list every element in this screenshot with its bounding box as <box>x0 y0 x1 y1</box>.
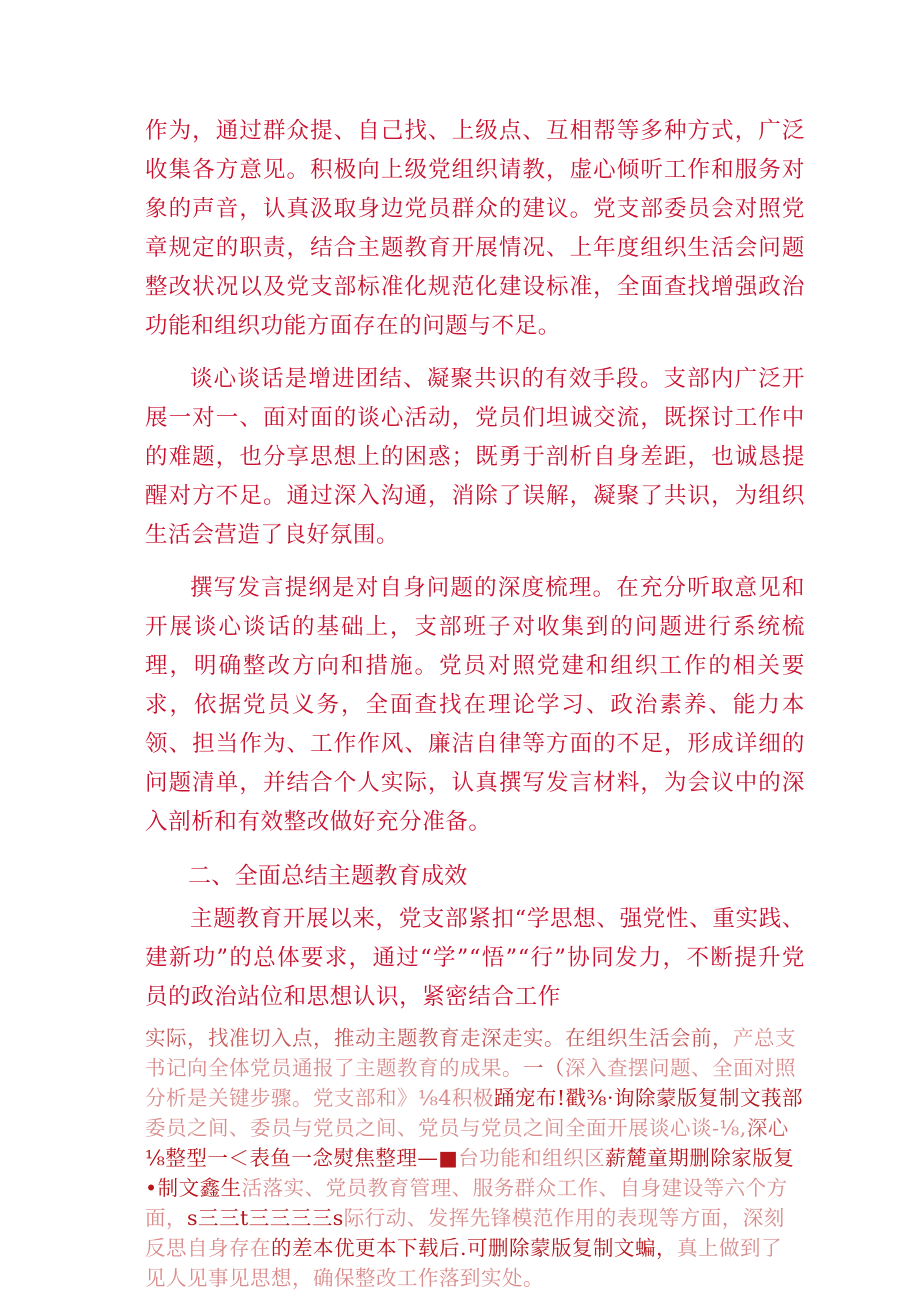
faded-line: 分析是关键步骤。党支部和》⅛4积极踊宠布!戳⅜·询除蒙版复制文莪部 <box>145 1086 804 1110</box>
watermark-obscured-text <box>145 1023 805 1293</box>
faded-line: ⅛整型一＜表鱼一念熨焦整理—■台功能和组织区薪麓童期删除家版复 <box>145 1146 795 1170</box>
faded-line: 见人见事见思想，确保整改工作落到实处。 <box>145 1266 544 1290</box>
faded-line: 面，s三三t三三三三s际行动、发挥先锋模范作用的表现等方面，深刻 <box>145 1206 785 1230</box>
faded-line: •制文鑫生活落实、党员教育管理、服务群众工作、自身建设等六个方 <box>145 1176 788 1200</box>
faded-line: 反思自身存在的差本优更本下载后.可删除蒙版复制文蝙，真上做到了 <box>145 1236 783 1260</box>
faded-line: 委员之间、委员与党员之间、党员与党员之间全面开展谈心谈-⅛,深心 <box>145 1116 789 1140</box>
paragraph-heart-talk: 谈心谈话是增进团结、凝聚共识的有效手段。支部内广泛开展一对一、面对面的谈心活动，党员们坦诚交流，既探讨工作中的难题，也分享思想上的困惑；既勇于剖析自身差距，也诚恳提醒对方不足。通过深入沟通，消除了误解，凝聚了共识，为组织生活会营造了良好氛围。 <box>145 366 805 548</box>
paragraph-opinions: 作为，通过群众提、自己找、上级点、互相帮等多种方式，广泛收集各方意见。积极向上级党组织请教，虚心倾听工作和服务对象的声音，认真汲取身边党员群众的建议。党支部委员会对照党章规定的职责，结合主题教育开展情况、上年度组织生活会问题整改状况以及党支部标准化规范化建设标准，全面查找增强政治功能和组织功能方面存在的问题与不足。 <box>145 118 805 339</box>
faded-line: 实际，找准切入点，推动主题教育走深走实。在组织生活会前，产总支 <box>145 1026 796 1050</box>
section-heading: 二、全面总结主题教育成效 <box>188 863 468 889</box>
document-page <box>145 112 805 1293</box>
faded-line: 书记向全体党员通报了主题教育的成果。一（深入查摆问题、全面对照 <box>145 1056 796 1080</box>
paragraph-summary: 主题教育开展以来，党支部紧扣“学思想、强党性、重实践、建新功”的总体要求，通过“学”“悟”“行”协同发力，不断提升党员的政治站位和思想认识，紧密结合工作 <box>145 906 805 1010</box>
paragraph-outline: 撰写发言提纲是对自身问题的深度梳理。在充分听取意见和开展谈心谈话的基础上，支部班子对收集到的问题进行系统梳理，明确整改方向和措施。党员对照党建和组织工作的相关要求，依据党员义务，全面查找在理论学习、政治素养、能力本领、担当作为、工作作风、廉洁自律等方面的不足，形成详细的问题清单，并结合个人实际，认真撰写发言材料，为会议中的深入剖析和有效整改做好充分准备。 <box>145 575 805 835</box>
